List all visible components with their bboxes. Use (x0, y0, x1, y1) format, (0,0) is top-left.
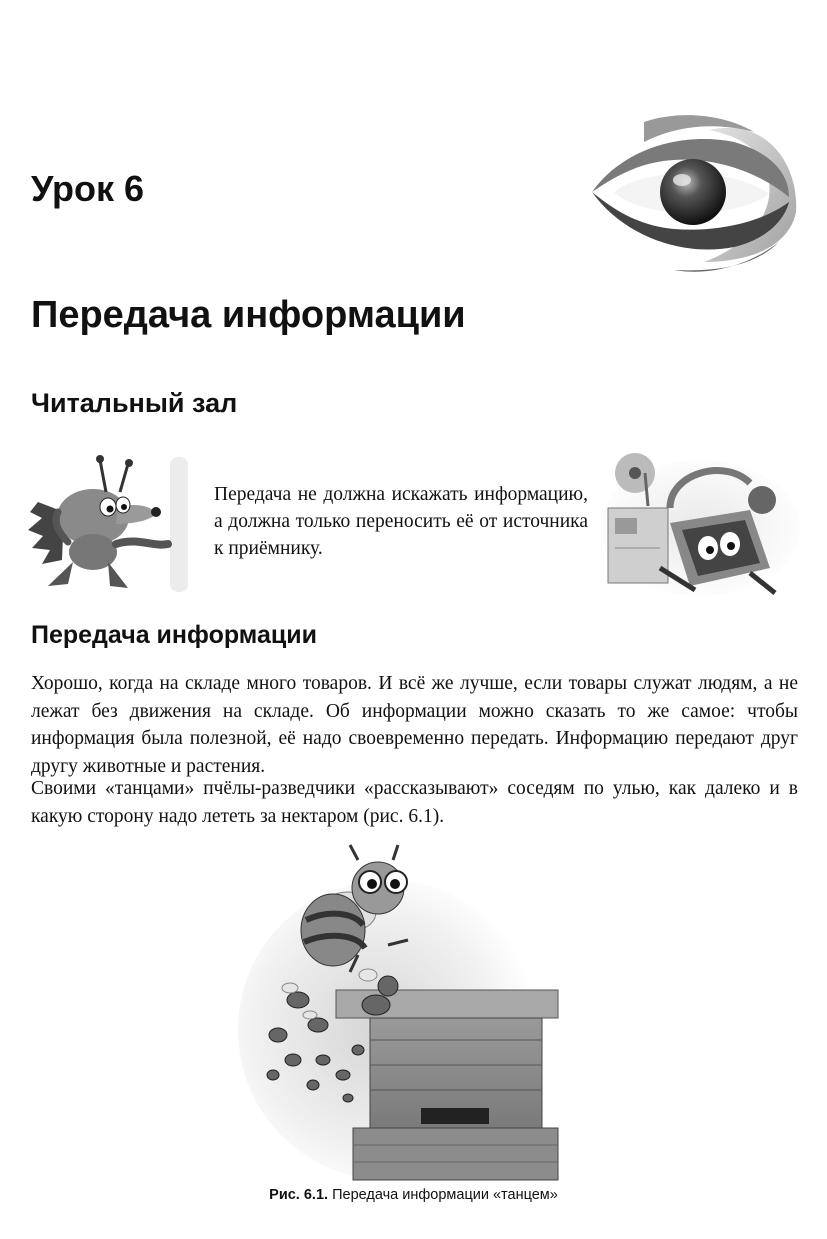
reading-room-heading: Читальный зал (31, 388, 238, 418)
eye-logo-icon (584, 112, 799, 272)
figure-caption (0, 1187, 827, 1203)
computer-character-icon (600, 448, 800, 598)
beehive-with-bees-illustration (238, 850, 583, 1180)
hedgehog-mascot-icon (28, 452, 193, 597)
body-paragraph-2: Своими «танцами» пчёлы-разведчики «рассказывают» соседям по улью, как далеко и в какую сторону надо лететь за нектаром (рис. 6.1). (31, 778, 798, 827)
section-heading: Передача информации (31, 621, 317, 649)
figure-label: Рис. 6.1. (269, 1187, 329, 1203)
body-paragraph-1: Хорошо, когда на складе много товаров. И всё же лучше, если товары служат людям, а не лежат без движения на складе. Об информации можно сказать то же самое: чтобы информация была полезной, её надо своевременно передать. Информацию передают друг другу животные и растения. (31, 673, 798, 777)
figure-caption-text: Передача информации «танцем» (332, 1187, 558, 1203)
page-title: Передача информации (31, 294, 466, 336)
lesson-label: Урок 6 (31, 168, 145, 209)
reading-room-note: Передача не должна искажать информацию, а должна только переносить её от источника к приёмнику. (214, 484, 588, 559)
